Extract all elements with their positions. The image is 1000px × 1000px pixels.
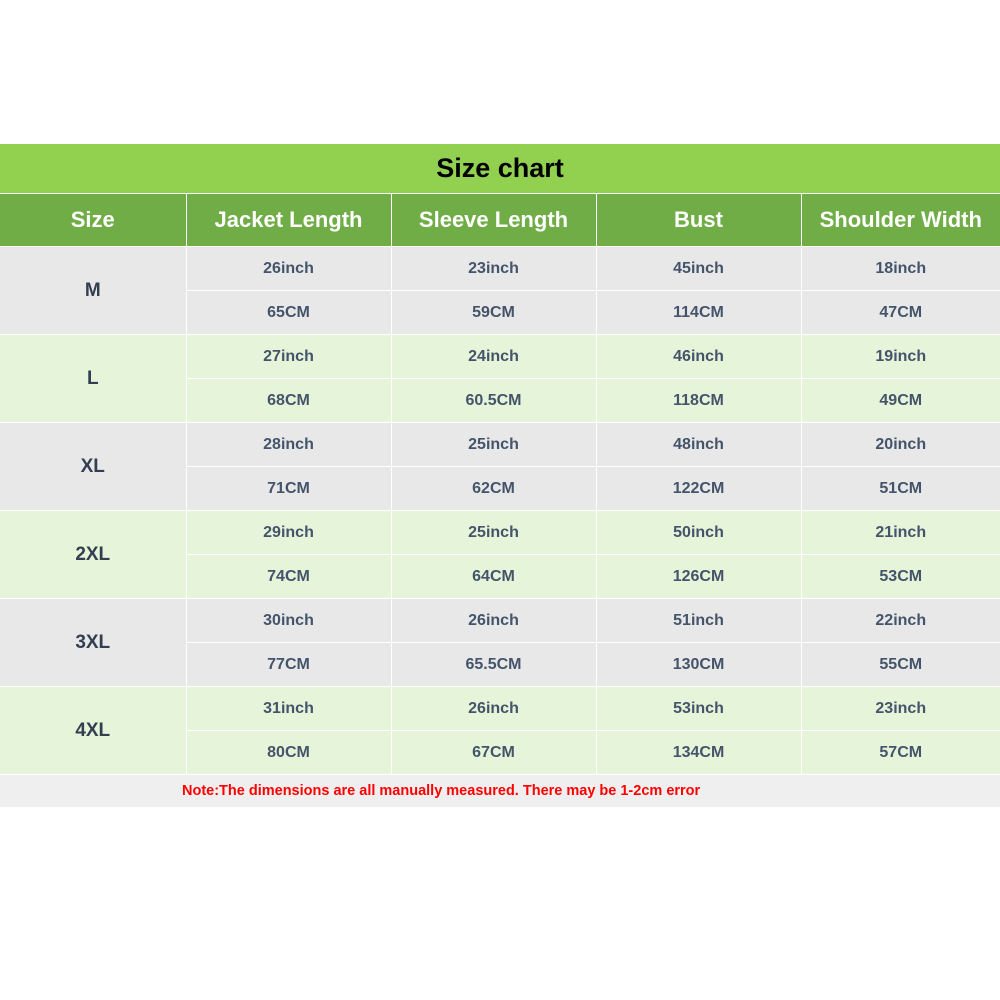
size-label: L (0, 335, 186, 423)
bust-inch: 45inch (596, 247, 801, 291)
header-sleeve-length: Sleeve Length (391, 194, 596, 247)
size-table (0, 194, 1000, 775)
shoulder-width-inch: 20inch (801, 423, 1000, 467)
header-bust: Bust (596, 194, 801, 247)
jacket-length-inch: 28inch (186, 423, 391, 467)
jacket-length-inch: 31inch (186, 687, 391, 731)
shoulder-width-inch: 19inch (801, 335, 1000, 379)
sleeve-length-cm: 65.5CM (391, 643, 596, 687)
sleeve-length-cm: 62CM (391, 467, 596, 511)
shoulder-width-inch: 22inch (801, 599, 1000, 643)
sleeve-length-inch: 23inch (391, 247, 596, 291)
table-row (0, 599, 1000, 643)
size-label: 4XL (0, 687, 186, 775)
jacket-length-cm: 80CM (186, 731, 391, 775)
sleeve-length-inch: 25inch (391, 511, 596, 555)
bust-inch: 46inch (596, 335, 801, 379)
table-row (0, 335, 1000, 379)
size-label: M (0, 247, 186, 335)
sleeve-length-inch: 24inch (391, 335, 596, 379)
shoulder-width-cm: 57CM (801, 731, 1000, 775)
shoulder-width-inch: 21inch (801, 511, 1000, 555)
sleeve-length-cm: 60.5CM (391, 379, 596, 423)
bust-inch: 50inch (596, 511, 801, 555)
header-size: Size (0, 194, 186, 247)
shoulder-width-inch: 23inch (801, 687, 1000, 731)
bust-cm: 130CM (596, 643, 801, 687)
shoulder-width-cm: 51CM (801, 467, 1000, 511)
sleeve-length-inch: 26inch (391, 599, 596, 643)
size-label: 3XL (0, 599, 186, 687)
chart-title: Size chart (0, 144, 1000, 194)
bust-cm: 126CM (596, 555, 801, 599)
header-row (0, 194, 1000, 247)
shoulder-width-inch: 18inch (801, 247, 1000, 291)
bust-inch: 51inch (596, 599, 801, 643)
sleeve-length-cm: 67CM (391, 731, 596, 775)
header-jacket-length: Jacket Length (186, 194, 391, 247)
size-chart (0, 144, 1000, 807)
measurement-note: Note:The dimensions are all manually measured. There may be 1-2cm error (0, 775, 1000, 807)
sleeve-length-cm: 64CM (391, 555, 596, 599)
jacket-length-inch: 26inch (186, 247, 391, 291)
table-row (0, 511, 1000, 555)
bust-inch: 53inch (596, 687, 801, 731)
sleeve-length-inch: 25inch (391, 423, 596, 467)
jacket-length-cm: 74CM (186, 555, 391, 599)
bust-cm: 122CM (596, 467, 801, 511)
jacket-length-cm: 65CM (186, 291, 391, 335)
shoulder-width-cm: 49CM (801, 379, 1000, 423)
shoulder-width-cm: 47CM (801, 291, 1000, 335)
jacket-length-cm: 68CM (186, 379, 391, 423)
sleeve-length-cm: 59CM (391, 291, 596, 335)
size-label: XL (0, 423, 186, 511)
jacket-length-cm: 71CM (186, 467, 391, 511)
jacket-length-cm: 77CM (186, 643, 391, 687)
header-shoulder-width: Shoulder Width (801, 194, 1000, 247)
bust-inch: 48inch (596, 423, 801, 467)
jacket-length-inch: 30inch (186, 599, 391, 643)
shoulder-width-cm: 53CM (801, 555, 1000, 599)
size-label: 2XL (0, 511, 186, 599)
table-row (0, 247, 1000, 291)
shoulder-width-cm: 55CM (801, 643, 1000, 687)
jacket-length-inch: 27inch (186, 335, 391, 379)
bust-cm: 134CM (596, 731, 801, 775)
jacket-length-inch: 29inch (186, 511, 391, 555)
table-row (0, 687, 1000, 731)
sleeve-length-inch: 26inch (391, 687, 596, 731)
bust-cm: 114CM (596, 291, 801, 335)
table-row (0, 423, 1000, 467)
bust-cm: 118CM (596, 379, 801, 423)
